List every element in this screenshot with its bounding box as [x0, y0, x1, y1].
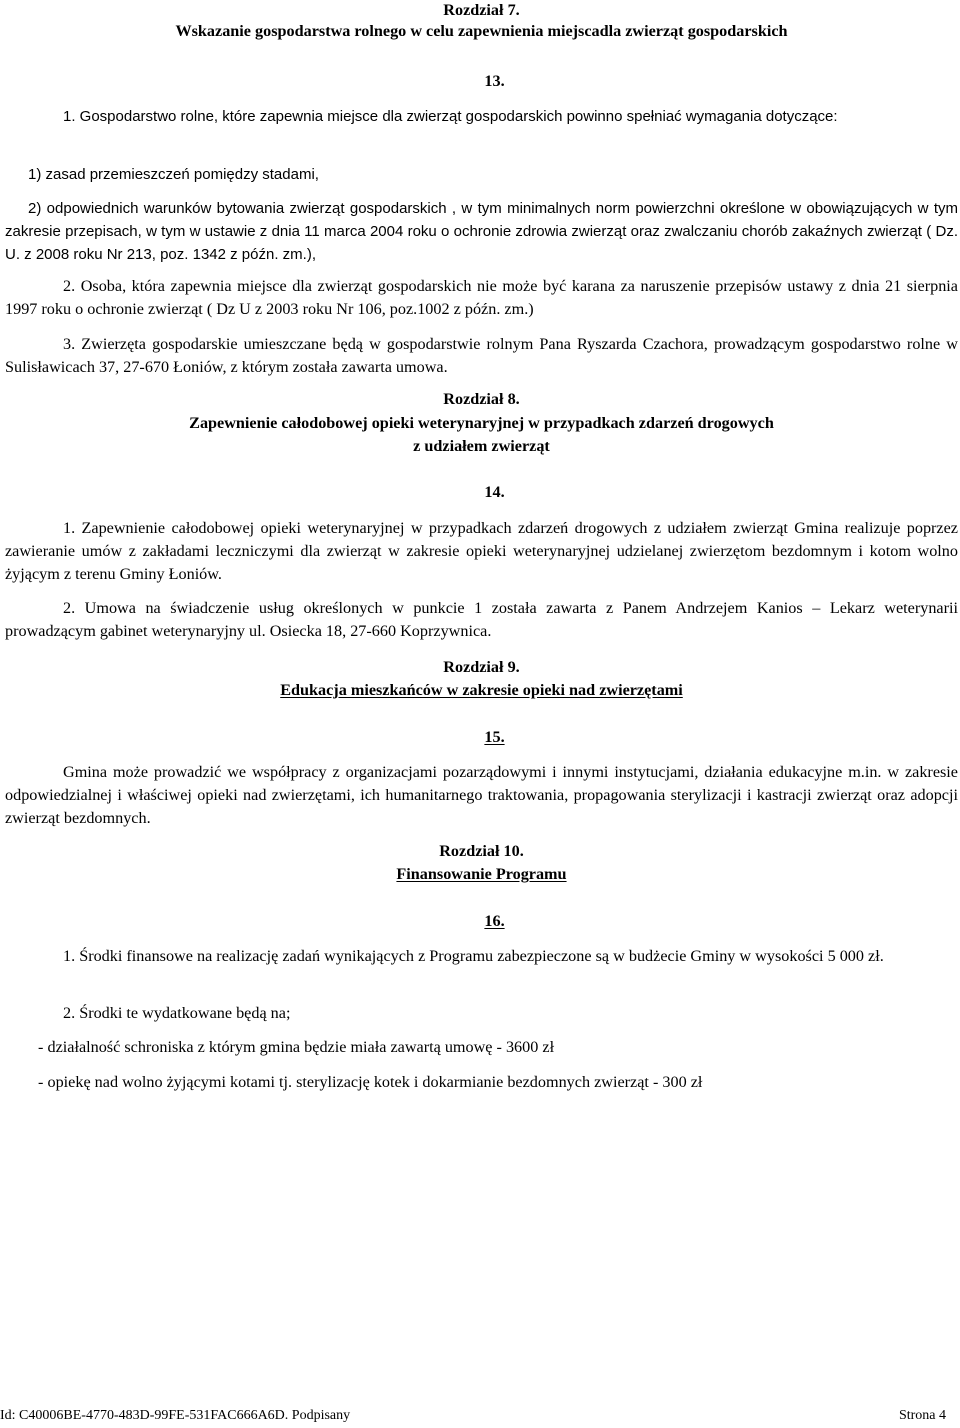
page-number: Strona 4 [898, 1408, 946, 1423]
ch10-bullet-1: - działalność schroniska z którym gmina będzie miała zawartą umowę - 3600 zł [34, 1038, 555, 1056]
section-14-number: 14. [484, 483, 505, 501]
section-13-heading [5, 70, 958, 93]
chapter-9-subtitle: Edukacja mieszkańców w zakresie opieki nad zwierzętami [280, 681, 683, 699]
chapter-7-title: Rozdział 7. [443, 1, 520, 19]
ch8-paragraph-1: 1. Zapewnienie całodobowej opieki weterynaryjnej w przypadkach zdarzeń drogowych z udziałem zwierząt Gmina realizuje poprzez zawieranie umów z zakładami leczniczymi dla zwierząt w zakresie opieki weterynaryjnej udzielanej zwierzętom bezdomnym i kotom wolno żyjącym z terenu Gminy Łoniów. [5, 519, 958, 583]
chapter-8-title: Rozdział 8. [443, 390, 520, 408]
ch7-paragraph-1: 1. Gospodarstwo rolne, które zapewnia miejsce dla zwierząt gospodarskich powinno spełniać wymagania dotyczące: [63, 108, 838, 125]
ch7-list-item-1: 1) zasad przemieszczeń pomiędzy stadami, [28, 166, 319, 183]
chapter-10-subtitle: Finansowanie Programu [396, 865, 567, 883]
ch7-list-item-2: 2) odpowiednich warunków bytowania zwierząt gospodarskich , w tym minimalnych norm powierzchni określone w obowiązujących w tym zakresie przepisach, w tym w ustawie z dnia 11 marca 2004 roku o ochronie zdrowia zwierząt oraz zwalczaniu chorób zakaźnych zwierząt ( Dz. U. z 2008 roku Nr 213, poz. 1342 z późn. zm.), [5, 200, 958, 263]
section-15-number: 15. [484, 728, 505, 746]
document-id: Id: C40006BE-4770-483D-99FE-531FAC666A6D. Podpisany [0, 1408, 351, 1423]
section-15-heading [5, 726, 958, 749]
chapter-10-title: Rozdział 10. [439, 842, 524, 860]
ch10-paragraph-2: 2. Środki te wydatkowane będą na; [63, 1004, 291, 1022]
section-13-number: 13. [484, 72, 505, 90]
chapter-9-title: Rozdział 9. [443, 658, 520, 676]
ch8-paragraph-2: 2. Umowa na świadczenie usług określonych w punkcie 1 została zawarta z Panem Andrzejem Kanios – Lekarz weterynarii prowadzącym gabinet weterynaryjny ul. Osiecka 18, 27-660 Koprzywnica. [5, 599, 958, 640]
section-14-heading [5, 481, 958, 504]
section-16-heading [5, 910, 958, 933]
ch10-paragraph-1: 1. Środki finansowe na realizację zadań wynikających z Programu zabezpieczone są w budżecie Gminy w wysokości 5 000 zł. [63, 947, 884, 965]
ch9-paragraph-1: Gmina może prowadzić we współpracy z organizacjami pozarządowymi i innymi instytucjami, działania edukacyjne m.in. w zakresie odpowiedzialnej i właściwej opieki nad zwierzętami, ich humanitarnego traktowania, propagowania sterylizacji i kastracji zwierząt oraz adopcji zwierząt bezdomnych. [5, 763, 958, 827]
section-16-number: 16. [484, 912, 505, 930]
ch10-bullet-2: - opiekę nad wolno żyjącymi kotami tj. sterylizację kotek i dokarmianie bezdomnych zwierząt - 300 zł [34, 1073, 703, 1091]
chapter-8-subtitle-line-1: Zapewnienie całodobowej opieki weterynaryjnej w przypadkach zdarzeń drogowych [189, 414, 774, 432]
ch7-paragraph-2: 2. Osoba, która zapewnia miejsce dla zwierząt gospodarskich nie może być karana za naruszenie przepisów ustawy z dnia 21 sierpnia 1997 roku o ochronie zwierząt ( Dz U z 2003 roku Nr 106, poz.1002 z późn. zm.) [5, 277, 958, 318]
chapter-8-subtitle-line-2: z udziałem zwierząt [413, 437, 550, 455]
chapter-7-subtitle: Wskazanie gospodarstwa rolnego w celu zapewnienia miejscadla zwierząt gospodarskich [175, 22, 788, 40]
ch7-paragraph-3: 3. Zwierzęta gospodarskie umieszczane będą w gospodarstwie rolnym Pana Ryszarda Czachora, prowadzącym gospodarstwo rolne w Sulisławicach 37, 27-670 Łoniów, z którym została zawarta umowa. [5, 335, 958, 376]
